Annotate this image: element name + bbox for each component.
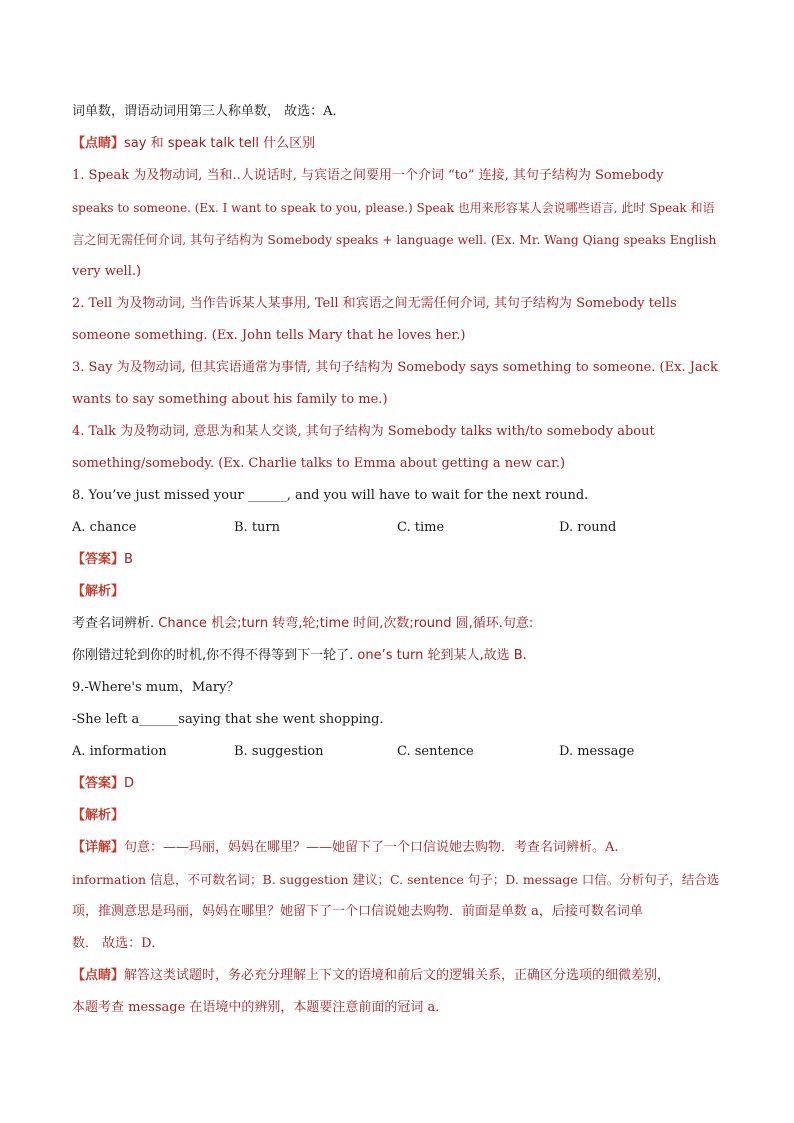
- q8-analysis-heading: [72, 584, 124, 600]
- q8-option-a: A. chance: [72, 520, 137, 535]
- q8-analysis-2-red: one’s turn 轮到某人,故选 B.: [357, 648, 527, 663]
- note1-line: speaks to someone. (Ex. I want to speak to you, please.) Speak 也用来形容某人会说哪些语言, 此时 Speak 和语: [72, 201, 715, 215]
- q9-options: [72, 744, 724, 760]
- q9-detail-line: 项，推测意思是玛丽，妈妈在哪里？她留下了一个口信说她去购物．前面是单数 a，后接可数名词单: [72, 904, 643, 919]
- q9-option-d: D. message: [559, 744, 635, 759]
- q9-analysis-tag: 【解析】: [72, 808, 125, 823]
- q9-answer: [72, 776, 134, 792]
- q8-option-c: C. time: [397, 520, 445, 535]
- q9-option-b: B. suggestion: [234, 744, 324, 759]
- note1-line: 言之间无需任何介词, 其句子结构为 Somebody speaks + language well. (Ex. Mr. Wang Qiang speaks English: [72, 233, 717, 247]
- q9-stem-1: 9.-Where's mum，Mary？: [72, 680, 240, 695]
- note1-line: very well.): [72, 264, 142, 279]
- q9-note-tag: 【点睛】: [72, 968, 125, 983]
- q9-answer-tag: 【答案】: [72, 776, 125, 791]
- q9-option-c: C. sentence: [397, 744, 474, 759]
- q8-answer-tag: 【答案】: [72, 552, 125, 567]
- q9-note-line: 本题考查 message 在语境中的辨别，本题要注意前面的冠词 a．: [72, 1000, 449, 1015]
- note1-line: 4. Talk 为及物动词, 意思为和某人交谈, 其句子结构为 Somebody talks with/to somebody about: [72, 424, 655, 439]
- q8-analysis-2-cn: 你刚错过轮到你的时机,你不得不得等到下一轮了.: [72, 648, 358, 663]
- q9-stem-2: -She left a______saying that she went shopping．: [72, 712, 393, 727]
- q9-note-text: 解答这类试题时，务必充分理解上下文的语境和前后文的逻辑关系，正确区分选项的细微差别，: [124, 968, 671, 983]
- q9-analysis-heading: [72, 808, 124, 824]
- q8-analysis-tag: 【解析】: [72, 584, 125, 599]
- q8-option-d: D. round: [559, 520, 617, 535]
- note1-line: 2. Tell 为及物动词, 当作告诉某人某事用, Tell 和宾语之间无需任何介词, 其句子结构为 Somebody tells: [72, 296, 677, 311]
- previous-explanation-tail: 词单数，谓语动词用第三人称单数， 故选：A．: [72, 104, 346, 119]
- q8-stem: 8. You’ve just missed your ______, and you will have to wait for the next round.: [72, 488, 589, 503]
- q9-detail-line-1: [72, 840, 619, 856]
- q8-answer-value: B: [124, 552, 133, 567]
- note1-line: wants to say something about his family to me.): [72, 392, 388, 407]
- q8-answer: [72, 552, 133, 568]
- q8-analysis-line-1: [72, 616, 533, 632]
- note1-line: someone something. (Ex. John tells Mary that he loves her.): [72, 328, 466, 343]
- q8-options: [72, 520, 724, 536]
- q8-analysis-line-2: [72, 648, 527, 664]
- q8-analysis-1-cn: 考查名词辨析.: [72, 616, 159, 631]
- note1-line: something/somebody. (Ex. Charlie talks to Emma about getting a new car.): [72, 456, 566, 471]
- q9-answer-value: D: [124, 776, 135, 791]
- note1-heading: [72, 136, 315, 152]
- q9-detail-line: information 信息，不可数名词；B. suggestion 建议；C. sentence 句子；D. message 口信。分析句子，结合选: [72, 872, 720, 887]
- note1-line: 1. Speak 为及物动词, 当和..人说话时, 与宾语之间要用一个介词 “to” 连接, 其句子结构为 Somebody: [72, 168, 664, 183]
- note1-tag: 【点睛】: [72, 136, 125, 151]
- q8-option-b: B. turn: [234, 520, 281, 535]
- q9-detail-text: 句意：——玛丽，妈妈在哪里？——她留下了一个口信说她去购物．考查名词辨析。A.: [124, 840, 619, 855]
- note1-title: say 和 speak talk tell 什么区别: [124, 136, 316, 151]
- q8-analysis-1-red: Chance 机会;turn 转弯,轮;time 时间,次数;round 圆,循环.句意:: [158, 616, 534, 631]
- note1-line: 3. Say 为及物动词, 但其宾语通常为事情, 其句子结构为 Somebody says something to someone. (Ex. Jack: [72, 360, 718, 375]
- q9-option-a: A. information: [72, 744, 167, 759]
- q9-note-line-1: [72, 968, 670, 984]
- q9-detail-line: 数． 故选：D．: [72, 936, 165, 951]
- q9-detail-tag: 【详解】: [72, 840, 125, 855]
